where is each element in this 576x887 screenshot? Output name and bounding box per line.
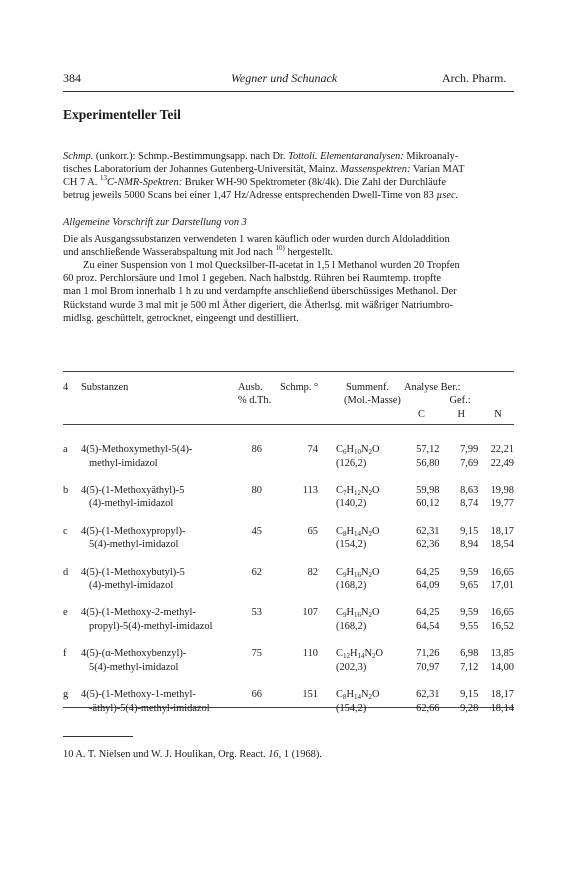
procedure-line: midlsg. geschüttelt, getrocknet, eingeengt und destilliert. <box>63 312 299 324</box>
methods-text: Mikroanaly- <box>403 151 459 162</box>
methods-text: (unkorr.): Schmp.-Bestimmungsapp. nach Dr. <box>93 151 289 162</box>
yield-value: 80 <box>251 485 262 497</box>
calc-c: 71,26 <box>416 648 440 660</box>
table-row-continued <box>63 579 514 592</box>
footnote-volume: 16, <box>268 749 282 760</box>
formula-n: 2 <box>368 448 372 457</box>
formula-h: 16 <box>353 611 361 620</box>
yield-value: 45 <box>251 525 262 537</box>
molar-mass: (202,3) <box>336 661 367 673</box>
table-row-continued <box>63 497 514 510</box>
sum-formula: $C_9H_{16}N_2O$ <box>336 566 380 579</box>
methods-line-2 <box>63 163 515 176</box>
formula-c: 7 <box>342 489 347 498</box>
found-c: 62,36 <box>416 539 440 551</box>
substance-name-cont: (4)-methyl-imidazol <box>89 580 174 592</box>
calc-n: 18,17 <box>490 689 514 701</box>
formula-h: 12 <box>353 489 361 498</box>
molar-mass: (154,2) <box>336 539 367 551</box>
calc-h: 8,63 <box>460 485 479 497</box>
sum-formula: $C_6H_{10}N_2O$ <box>336 444 380 457</box>
calc-c: 57,12 <box>416 444 440 456</box>
substance-name: 4(5)-(1-Methoxypropyl)- <box>81 525 186 537</box>
table-row-continued <box>63 661 514 674</box>
formula-h: 14 <box>353 693 361 702</box>
calc-n: 19,98 <box>490 485 514 497</box>
calc-n: 16,65 <box>490 566 514 578</box>
header-gef: Gef.: <box>449 395 471 407</box>
procedure-text: hergestellt. <box>284 247 334 259</box>
table-row <box>63 566 514 579</box>
footnote-text: 1 (1968). <box>281 749 322 760</box>
formula-c: 8 <box>342 529 347 538</box>
melting-point: 151 <box>302 689 318 701</box>
formula-n: 2 <box>368 529 372 538</box>
melting-point: 107 <box>302 607 318 619</box>
methods-line-3 <box>63 176 515 189</box>
procedure-line: Die als Ausgangssubstanzen verwendeten 1 waren käuflich oder wurden durch Aldoladdition <box>63 234 450 246</box>
table-row <box>63 443 514 456</box>
found-h: 7,12 <box>460 661 479 673</box>
procedure-line: Zu einer Suspension von 1 mol Quecksilber-II-acetat in 1,5 l Methanol wurden 20 Tropfen <box>83 260 460 272</box>
methods-text: Tottoli. Elementaranalysen: <box>288 151 404 162</box>
header-rule <box>63 91 514 92</box>
methods-text: CH 7 A. <box>63 177 100 189</box>
calc-n: 16,65 <box>490 607 514 619</box>
table-header-row <box>63 381 514 394</box>
found-n: 19,77 <box>490 498 514 510</box>
general-procedure <box>63 216 515 325</box>
running-authors: Wegner und Schunack <box>231 71 338 85</box>
calc-h: 9,59 <box>460 607 479 619</box>
footnote-text: 10 A. T. Nielsen und W. J. Houlikan, Org. React. <box>63 749 269 760</box>
procedure-line: 60 proz. Perchlorsäure und 1mol 1 gegeben. Nach halbstdg. Rühren bei Raumtemp. tropfte <box>63 273 442 285</box>
table-header-row-3 <box>63 408 514 421</box>
sum-formula: $C_8H_{14}N_2O$ <box>336 689 380 702</box>
formula-c: 9 <box>342 570 347 579</box>
found-n: 14,00 <box>490 661 514 673</box>
formula-n: 2 <box>368 693 372 702</box>
procedure-line <box>63 246 515 259</box>
molar-mass: (140,2) <box>336 498 367 510</box>
yield-value: 75 <box>251 648 262 660</box>
formula-c: 9 <box>342 611 347 620</box>
header-schmp: Schmp. ° <box>280 382 319 393</box>
sum-formula: $C_7H_{12}N_2O$ <box>336 485 380 498</box>
found-n: 17,01 <box>490 580 514 592</box>
header-substanzen: Substanzen <box>81 382 129 393</box>
formula-h: 10 <box>353 448 361 457</box>
procedure-text: und anschließende Wasserabspaltung mit Jod nach <box>63 247 276 259</box>
formula-h: 14 <box>357 652 365 661</box>
found-h: 8,94 <box>460 539 479 551</box>
row-letter: d <box>63 566 69 578</box>
formula-n: 2 <box>368 570 372 579</box>
substance-name: 4(5)-Methoxymethyl-5(4)- <box>81 444 193 456</box>
substance-name-cont: (4)-methyl-imidazol <box>89 498 174 510</box>
calc-h: 6,98 <box>460 648 479 660</box>
header-c: C <box>418 408 425 420</box>
formula-n: 2 <box>371 652 376 661</box>
calc-n: 18,17 <box>490 525 514 537</box>
reference-superscript: 10) <box>275 244 285 253</box>
formula-c: 8 <box>342 693 347 702</box>
substance-name-cont: methyl-imidazol <box>89 457 158 469</box>
header-h: H <box>457 408 466 420</box>
methods-text: Bruker WH-90 Spektrometer (8k/4k). Die Zahl der Durchläufe <box>182 177 446 189</box>
row-letter: a <box>63 444 68 456</box>
substance-name: 4(5)-(1-Methoxy-1-methyl- <box>81 689 196 701</box>
calc-n: 13,85 <box>490 648 514 660</box>
melting-point: 82 <box>307 566 318 578</box>
table-row-continued <box>63 457 514 470</box>
formula-h: 16 <box>353 570 361 579</box>
table-top-rule <box>63 371 514 372</box>
methods-text: Varian MAT <box>410 164 465 176</box>
calc-c: 64,25 <box>416 566 440 578</box>
found-h: 8,74 <box>460 498 479 510</box>
header-n: N <box>494 408 502 420</box>
section-title: Experimenteller Teil <box>63 107 181 122</box>
superscript: 13 <box>99 174 107 183</box>
found-c: 60,12 <box>416 498 440 510</box>
molar-mass: (168,2) <box>336 580 367 592</box>
formula-h: 14 <box>353 529 361 538</box>
found-h: 9,55 <box>460 620 479 632</box>
table-row <box>63 688 514 701</box>
substance-name-cont: -äthyl)-5(4)-methyl-imidazol <box>89 702 210 714</box>
found-n: 18,14 <box>490 702 514 714</box>
yield-value: 66 <box>251 689 262 701</box>
molar-mass: (168,2) <box>336 620 367 632</box>
table-header-row-2 <box>63 394 514 407</box>
found-c: 62,66 <box>416 702 440 714</box>
procedure-line: Rückstand wurde 3 mal mit je 500 ml Äther digeriert, die Ätherlsg. mit wäßriger Natriumbro- <box>63 299 454 311</box>
row-letter: e <box>63 607 68 619</box>
calc-c: 62,31 <box>416 689 440 701</box>
table-row <box>63 525 514 538</box>
molar-mass: (154,2) <box>336 702 367 714</box>
methods-text: Schmp. <box>63 151 94 162</box>
yield-value: 53 <box>251 607 262 619</box>
calc-n: 22,21 <box>490 444 514 456</box>
methods-paragraph <box>63 150 515 202</box>
found-c: 70,97 <box>416 661 440 673</box>
row-letter: f <box>63 648 67 660</box>
header-formel: Summenf. <box>346 382 390 393</box>
found-h: 9,65 <box>460 580 479 592</box>
found-n: 22,49 <box>490 457 514 469</box>
formula-c: 6 <box>342 448 347 457</box>
melting-point: 74 <box>307 444 318 456</box>
formula-c: 12 <box>342 652 350 661</box>
table-row <box>63 484 514 497</box>
methods-text: Massenspektren: <box>340 164 411 176</box>
header-analyse: Analyse Ber.: <box>404 382 461 393</box>
methods-text: C-NMR-Spektren: <box>106 177 183 189</box>
header-ausb: Ausb. <box>238 382 263 393</box>
substance-name-cont: 5(4)-methyl-imidazol <box>89 661 179 673</box>
found-c: 64,54 <box>416 620 440 632</box>
found-c: 56,80 <box>416 457 440 469</box>
journal-abbrev: Arch. Pharm. <box>442 71 507 85</box>
methods-line-4 <box>63 189 515 202</box>
sum-formula: $C_9H_{16}N_2O$ <box>336 607 380 620</box>
table-row-continued <box>63 702 514 715</box>
page-number: 384 <box>63 71 81 85</box>
table-row-continued <box>63 620 514 633</box>
methods-text: µsec. <box>436 190 459 202</box>
substance-name-cont: propyl)-5(4)-methyl-imidazol <box>89 620 213 632</box>
substances-table <box>63 381 514 715</box>
calc-h: 7,99 <box>460 444 479 456</box>
formula-n: 2 <box>368 489 372 498</box>
row-letter: b <box>63 485 69 497</box>
sum-formula: $C_{12}H_{14}N_2O$ <box>336 648 383 661</box>
substance-name: 4(5)-(1-Methoxyäthyl)-5 <box>81 485 185 497</box>
calc-h: 9,15 <box>460 525 479 537</box>
calc-c: 59,98 <box>416 485 440 497</box>
calc-c: 62,31 <box>416 525 440 537</box>
found-n: 18,54 <box>490 539 514 551</box>
procedure-title: Allgemeine Vorschrift zur Darstellung von 3 <box>63 217 247 228</box>
calc-h: 9,59 <box>460 566 479 578</box>
footnote <box>63 749 322 760</box>
row-letter: g <box>63 689 69 701</box>
formula-n: 2 <box>368 611 372 620</box>
footnote-rule <box>63 736 133 737</box>
table-row <box>63 606 514 619</box>
table-row <box>63 647 514 660</box>
melting-point: 110 <box>302 648 318 660</box>
sum-formula: $C_8H_{14}N_2O$ <box>336 525 380 538</box>
found-c: 64,09 <box>416 580 440 592</box>
found-n: 16,52 <box>490 620 514 632</box>
methods-text: betrug jeweils 5000 Scans bei einer 1,47 Hz/Adresse entsprechenden Dwell-Time von 83 <box>63 190 437 202</box>
procedure-line: man 1 mol Brom innerhalb 1 h zu und verdampfte anschließend überschüssiges Methanol. Der <box>63 286 457 298</box>
row-letter: c <box>63 525 68 537</box>
yield-value: 86 <box>251 444 262 456</box>
found-h: 9,28 <box>460 702 479 714</box>
molar-mass: (126,2) <box>336 457 367 469</box>
substance-name: 4(5)-(1-Methoxy-2-methyl- <box>81 607 196 619</box>
methods-text: tisches Laboratorium der Johannes Gutenberg-Universität, Mainz. <box>63 164 341 176</box>
calc-c: 64,25 <box>416 607 440 619</box>
yield-value: 62 <box>251 566 262 578</box>
calc-h: 9,15 <box>460 689 479 701</box>
header-ausb-unit: % d.Th. <box>238 395 272 407</box>
header-num: 4 <box>63 382 69 393</box>
header-mass: (Mol.-Masse) <box>344 395 401 407</box>
substance-name: 4(5)-(α-Methoxybenzyl)- <box>81 648 187 660</box>
table-row-continued <box>63 538 514 551</box>
melting-point: 113 <box>302 485 318 497</box>
melting-point: 65 <box>307 525 318 537</box>
found-h: 7,69 <box>460 457 479 469</box>
substance-name-cont: 5(4)-methyl-imidazol <box>89 539 179 551</box>
substance-name: 4(5)-(1-Methoxybutyl)-5 <box>81 566 185 578</box>
methods-line-1 <box>63 150 515 163</box>
